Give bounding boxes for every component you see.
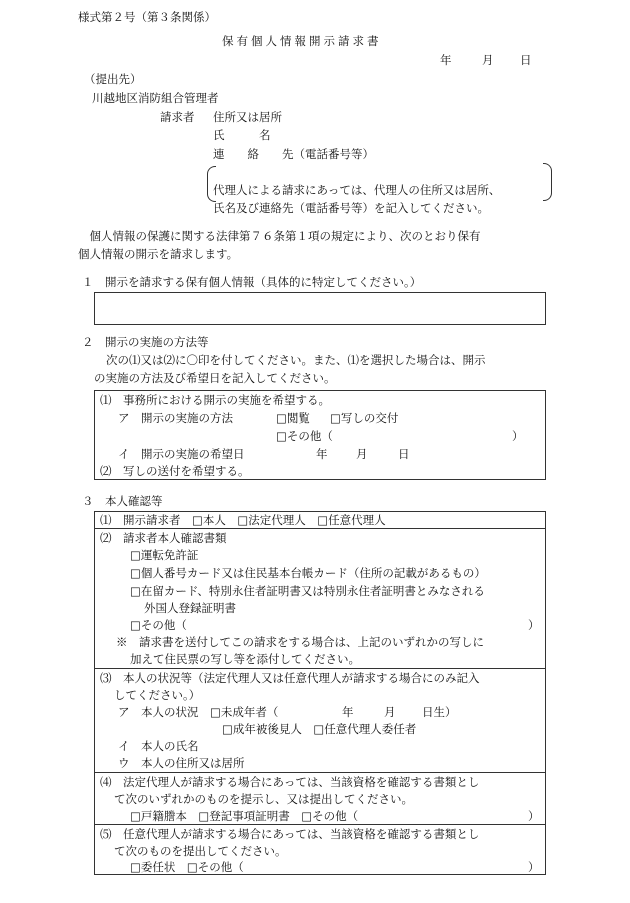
checkbox-drivers-license[interactable]: □運転免許証 [130,548,199,562]
checkbox-minor[interactable]: ア 本人の状況 □未成年者（ [118,705,279,719]
voluntary-agent-line1: ⑸ 任意代理人が請求する場合にあっては、当該資格を確認する書類とし [100,827,480,841]
voluntary-agent-documents[interactable]: □委任状 □その他（ [130,860,244,874]
voluntary-agent-line2: て次のものを提出してください。 [114,844,287,858]
method-label: ア 開示の実施の方法 [118,411,233,425]
legal-agent-line1: ⑷ 法定代理人が請求する場合にあっては、当該資格を確認する書類とし [100,775,480,789]
form-title: 保有個人情報開示請求書 [222,34,382,48]
date-month-label: 月 [482,53,494,67]
method-other-close: ） [512,429,524,443]
agent-note-line2: 氏名及び連絡先（電話番号等）を記入してください。 [213,201,489,215]
requested-info-field[interactable] [94,292,546,325]
checkbox-residence-card[interactable]: □在留カード、特別永住者証明書又は特別永住者証明書とみなされる [130,584,485,598]
row-divider-1 [94,528,546,529]
residence-card-cont: 外国人登録証明書 [144,601,236,615]
submit-to-label: （提出先） [84,72,142,86]
submit-to-name: 川越地区消防組合管理者 [92,91,219,105]
section2-title: ２ 開示の実施の方法等 [82,335,209,349]
birth-day-label: 日生） [422,705,457,719]
person-status-line2: してください。） [114,688,201,702]
section3-title: ３ 本人確認等 [82,494,163,508]
checkbox-copy-delivery[interactable]: □写しの交付 [330,411,399,425]
voluntary-agent-other-close: ） [528,860,540,874]
person-address-label: ウ 本人の住所又は居所 [118,756,245,770]
birth-year-label: 年 [342,705,354,719]
person-name-label: イ 本人の氏名 [118,739,199,753]
requester-address-label: 住所又は居所 [213,110,282,124]
option-office-disclosure[interactable]: ⑴ 事務所における開示の実施を希望する。 [100,393,330,407]
section2-desc1: 次の⑴又は⑵に〇印を付してください。また、⑴を選択した場合は、開示 [106,353,486,367]
agent-note-line1: 代理人による請求にあっては、代理人の住所又は居所、 [213,183,501,197]
note-bracket-right [543,163,552,201]
section1-title: １ 開示を請求する保有個人情報（具体的に特定してください。） [82,275,422,289]
date-day-label: 日 [520,53,532,67]
mail-note-line1: ※ 請求書を送付してこの請求をする場合は、上記のいずれかの写しに [116,635,484,649]
date-year-label: 年 [440,53,452,67]
row-divider-4 [94,824,546,825]
requester-contact-label: 連 絡 先（電話番号等） [213,147,374,161]
requester-name-label: 氏 名 [213,128,271,142]
form-number: 様式第２号（第３条関係） [78,10,216,24]
preferred-date-year: 年 [316,447,328,461]
preferred-date-label: イ 開示の実施の希望日 [118,447,245,461]
row-divider-2 [94,668,546,669]
birth-month-label: 月 [384,705,396,719]
id-documents-title: ⑵ 請求者本人確認書類 [100,531,227,545]
preferred-date-day: 日 [398,447,410,461]
section2-desc2: の実施の方法及び希望日を記入してください。 [94,371,336,385]
requester-label: 請求者 [160,110,195,124]
mail-note-line2: 加えて住民票の写し等を添付してください。 [130,652,360,666]
checkbox-method-other[interactable]: □その他（ [276,429,333,443]
id-other-close: ） [528,618,540,632]
option-mail-copy[interactable]: ⑵ 写しの送付を希望する。 [100,464,250,478]
intro-line2: 個人情報の開示を請求します。 [78,247,239,261]
checkbox-view[interactable]: □閲覧 [276,411,310,425]
checkbox-ward-principal[interactable]: □成年被後見人 □任意代理人委任者 [222,722,417,736]
preferred-date-month: 月 [356,447,368,461]
legal-agent-line2: て次のいずれかのものを提示し、又は提出してください。 [114,792,413,806]
legal-agent-other-close: ） [528,809,540,823]
checkbox-id-other[interactable]: □その他（ [130,618,187,632]
legal-agent-documents[interactable]: □戸籍謄本 □登記事項証明書 □その他（ [130,809,359,823]
intro-line1: 個人情報の保護に関する法律第７６条第１項の規定により、次のとおり保有 [78,229,481,243]
row-divider-3 [94,772,546,773]
person-status-line1: ⑶ 本人の状況等（法定代理人又は任意代理人が請求する場合にのみ記入 [100,671,480,685]
requester-type-row[interactable]: ⑴ 開示請求者 □本人 □法定代理人 □任意代理人 [100,513,386,527]
checkbox-my-number-card[interactable]: □個人番号カード又は住民基本台帳カード（住所の記載があるもの） [130,566,486,580]
